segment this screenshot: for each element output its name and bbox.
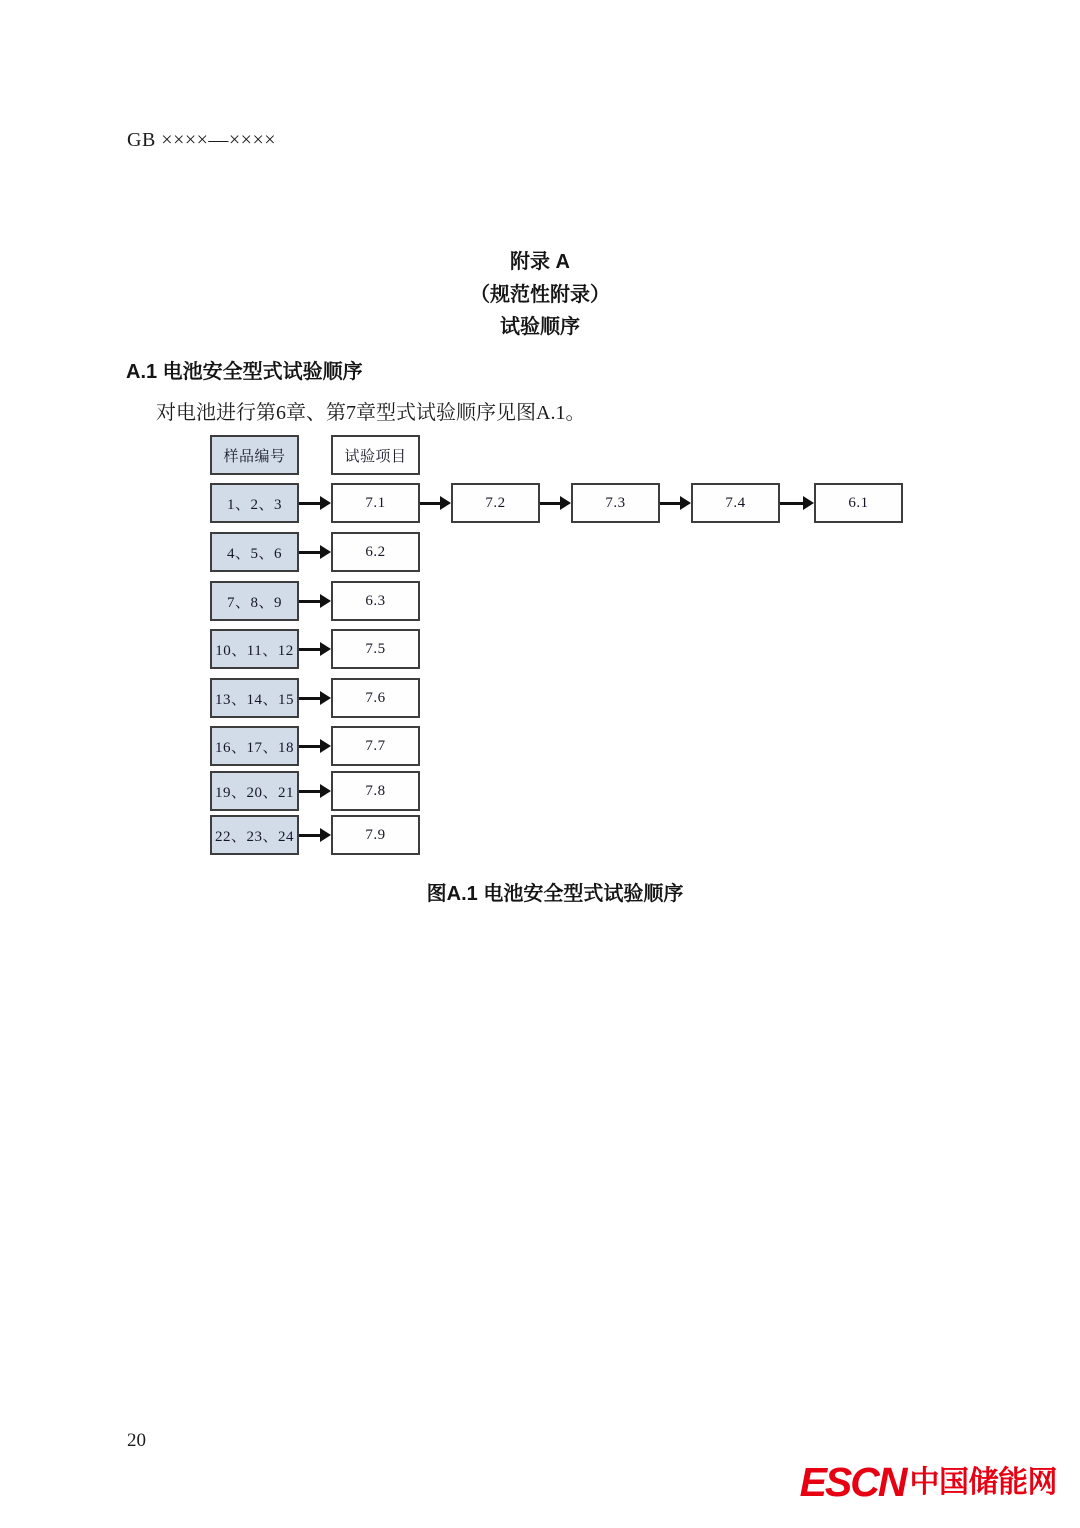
test-box: 7.9 <box>331 815 420 855</box>
flow-arrow <box>540 502 560 505</box>
flow-arrow <box>299 790 320 793</box>
test-box: 6.3 <box>331 581 420 621</box>
test-box: 6.1 <box>814 483 903 523</box>
flow-arrow <box>299 648 320 651</box>
test-box: 7.7 <box>331 726 420 766</box>
sample-box: 22、23、24 <box>210 815 299 855</box>
flow-arrow <box>299 600 320 603</box>
appendix-subtitle: （规范性附录） <box>470 283 610 306</box>
sample-box: 10、11、12 <box>210 629 299 669</box>
test-box: 7.1 <box>331 483 420 523</box>
sample-box: 13、14、15 <box>210 678 299 718</box>
flow-arrow <box>660 502 680 505</box>
standard-number-header: GB ××××—×××× <box>127 129 277 151</box>
appendix-topic: 试验顺序 <box>500 316 580 338</box>
page-number: 20 <box>127 1430 146 1451</box>
escn-logo-chinese-text: 中国储能网 <box>909 1465 1057 1499</box>
flow-arrow <box>420 502 440 505</box>
flow-arrow <box>780 502 803 505</box>
test-box: 7.4 <box>691 483 780 523</box>
test-item-header-box: 试验项目 <box>331 435 420 475</box>
sample-box: 7、8、9 <box>210 581 299 621</box>
test-box: 7.2 <box>451 483 540 523</box>
test-box: 7.3 <box>571 483 660 523</box>
flow-arrow <box>299 697 320 700</box>
flow-arrow <box>299 745 320 748</box>
flow-arrow <box>299 834 320 837</box>
flow-arrow <box>299 551 320 554</box>
test-box: 6.2 <box>331 532 420 572</box>
escn-watermark-logo <box>799 1459 1057 1505</box>
sample-box: 16、17、18 <box>210 726 299 766</box>
sample-box: 19、20、21 <box>210 771 299 811</box>
figure-caption: 图A.1 电池安全型式试验顺序 <box>426 883 684 905</box>
body-paragraph: 对电池进行第6章、第7章型式试验顺序见图A.1。 <box>156 402 586 424</box>
sample-box: 4、5、6 <box>210 532 299 572</box>
sample-number-header-box: 样品编号 <box>210 435 299 475</box>
test-box: 7.6 <box>331 678 420 718</box>
flow-arrow <box>299 502 320 505</box>
test-box: 7.5 <box>331 629 420 669</box>
sample-box: 1、2、3 <box>210 483 299 523</box>
appendix-title: 附录 A <box>510 251 570 273</box>
escn-logo-text: ESCN <box>799 1459 906 1505</box>
section-heading: A.1 电池安全型式试验顺序 <box>126 361 363 383</box>
test-box: 7.8 <box>331 771 420 811</box>
